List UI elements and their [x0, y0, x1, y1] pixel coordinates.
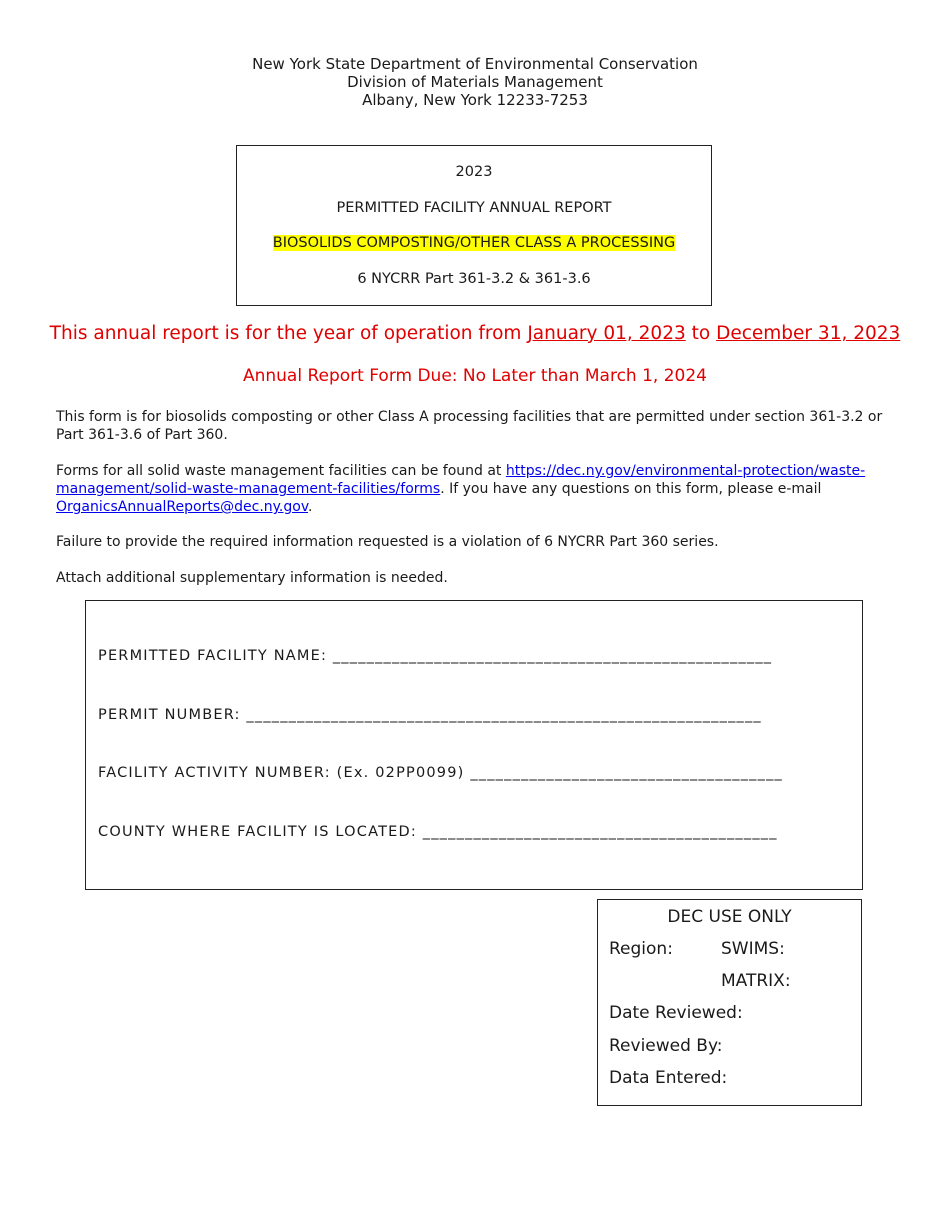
matrix-label: MATRIX:: [721, 971, 791, 991]
facility-info-box: [85, 600, 863, 890]
dec-use-title: DEC USE ONLY: [667, 907, 792, 927]
swims-label: SWIMS:: [721, 939, 785, 959]
intro-paragraph-1: This form is for biosolids composting or other Class A processing facilities that are permitted under section 361-3.2 or Part 361-3.6 of Part 360.: [56, 409, 883, 443]
end-date: December 31, 2023: [716, 323, 901, 344]
notice-prefix: This annual report is for the year of operation from: [49, 323, 522, 344]
forms-prefix: Forms for all solid waste management facilities can be found at: [56, 463, 502, 479]
paragraph-end: .: [308, 499, 313, 515]
regulation-reference: 6 NYCRR Part 361-3.2 & 361-3.6: [357, 271, 591, 287]
report-title-box: [236, 145, 712, 306]
division-name: Division of Materials Management: [347, 73, 603, 91]
operation-year-notice: [0, 323, 950, 344]
activity-number-field[interactable]: FACILITY ACTIVITY NUMBER: (Ex. 02PP0099) _____________________________________: [98, 765, 783, 781]
email-link[interactable]: OrganicsAnnualReports@dec.ny.gov: [56, 499, 309, 515]
permit-number-field[interactable]: PERMIT NUMBER: _____________________________________________________________: [98, 707, 762, 723]
dec-use-only-box: [597, 899, 862, 1106]
agency-header: [0, 55, 950, 109]
date-reviewed-label: Date Reviewed:: [609, 1003, 743, 1023]
agency-name: New York State Department of Environmental Conservation: [252, 55, 698, 73]
intro-paragraph-4: Attach additional supplementary information is needed.: [56, 570, 448, 586]
report-year: 2023: [455, 164, 493, 180]
data-entered-label: Data Entered:: [609, 1068, 728, 1088]
report-subtitle: BIOSOLIDS COMPOSTING/OTHER CLASS A PROCESSING: [272, 235, 676, 251]
county-field[interactable]: COUNTY WHERE FACILITY IS LOCATED: __________________________________________: [98, 824, 778, 840]
start-date: January 01, 2023: [527, 323, 686, 344]
notice-connector: to: [691, 323, 711, 344]
region-label: Region:: [609, 939, 673, 959]
reviewed-by-label: Reviewed By:: [609, 1036, 723, 1056]
report-title: PERMITTED FACILITY ANNUAL REPORT: [336, 200, 612, 216]
facility-name-field[interactable]: PERMITTED FACILITY NAME: ____________________________________________________: [98, 648, 773, 664]
contact-text: . If you have any questions on this form, please e-mail: [440, 481, 822, 497]
forms-link[interactable]: https://dec.ny.gov/environmental-protection/waste-management/solid-waste-management-facilities/forms: [56, 463, 866, 497]
due-date-notice: Annual Report Form Due: No Later than March 1, 2024: [242, 366, 707, 386]
intro-paragraph-3: Failure to provide the required information requested is a violation of 6 NYCRR Part 360 series.: [56, 534, 719, 550]
agency-address: Albany, New York 12233-7253: [362, 91, 588, 109]
intro-paragraph-2: [56, 462, 901, 516]
